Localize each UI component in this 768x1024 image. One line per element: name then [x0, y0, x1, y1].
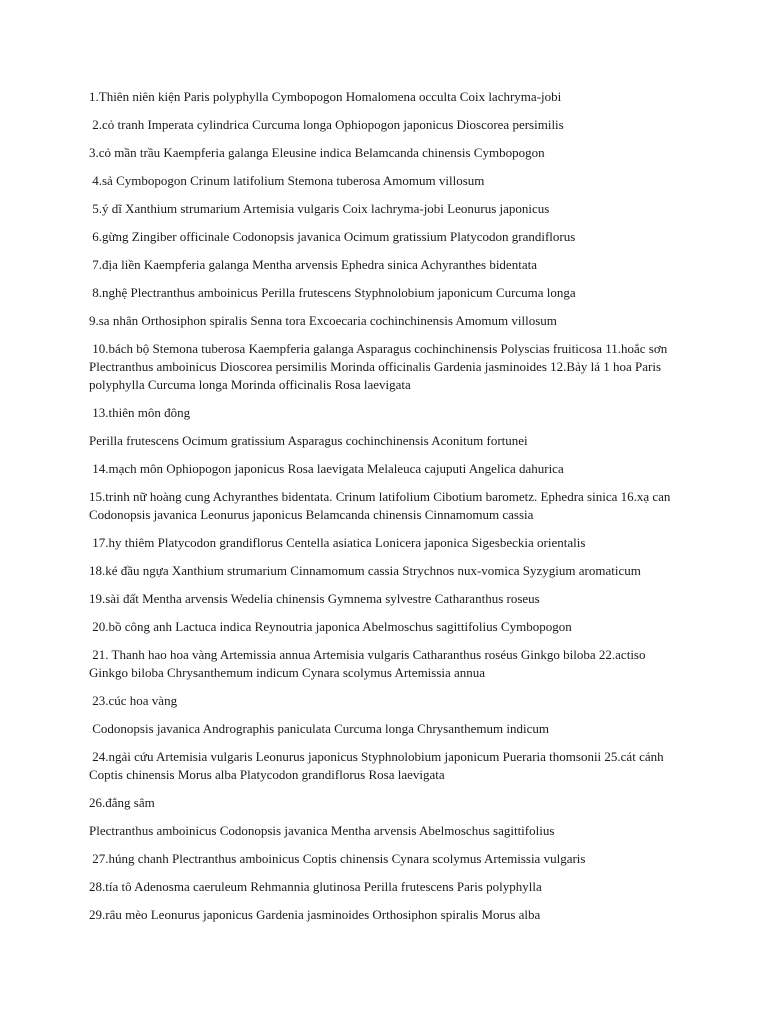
paragraph-21: Codonopsis javanica Andrographis paniculata Curcuma longa Chrysanthemum indicum: [89, 721, 549, 736]
paragraph-5: 5.ý dĩ Xanthium strumarium Artemisia vulgaris Coix lachryma-jobi Leonurus japonicus: [89, 201, 550, 216]
paragraph-17: 19.sài đất Mentha arvensis Wedelia chinensis Gymnema sylvestre Catharanthus roseus: [89, 591, 540, 606]
paragraph-3: 3.cỏ mần trầu Kaempferia galanga Eleusine indica Belamcanda chinensis Cymbopogon: [89, 145, 545, 160]
paragraph-11: 13.thiên môn đông: [89, 405, 191, 420]
paragraph-15: 17.hy thiêm Platycodon grandiflorus Centella asiatica Lonicera japonica Sigesbeckia orientalis: [89, 535, 586, 550]
paragraph-7: 7.địa liền Kaempferia galanga Mentha arvensis Ephedra sinica Achyranthes bidentata: [89, 257, 537, 272]
paragraph-9: 9.sa nhân Orthosiphon spiralis Senna tora Excoecaria cochinchinensis Amomum villosum: [89, 313, 557, 328]
paragraph-4: 4.sả Cymbopogon Crinum latifolium Stemona tuberosa Amomum villosum: [89, 173, 485, 188]
paragraph-26: 28.tía tô Adenosma caeruleum Rehmannia glutinosa Perilla frutescens Paris polyphylla: [89, 879, 542, 894]
paragraph-19: 21. Thanh hao hoa vàng Artemissia annua Artemisia vulgaris Catharanthus roséus Ginkgo biloba 22.actiso Ginkgo biloba Chrysanthemum indicum Cynara scolymus Artemissia annua: [89, 647, 649, 680]
paragraph-20: 23.cúc hoa vàng: [89, 693, 178, 708]
paragraph-18: 20.bồ công anh Lactuca indica Reynoutria japonica Abelmoschus sagittifolius Cymbopogon: [89, 619, 572, 634]
paragraph-2: 2.cỏ tranh Imperata cylindrica Curcuma longa Ophiopogon japonicus Dioscorea persimilis: [89, 117, 564, 132]
paragraph-16: 18.ké đầu ngựa Xanthium strumarium Cinnamomum cassia Strychnos nux-vomica Syzygium aromaticum: [89, 563, 641, 578]
paragraph-14: 15.trinh nữ hoàng cung Achyranthes bidentata. Crinum latifolium Cibotium barometz. Ephedra sinica 16.xạ can Codonopsis javanica Leonurus japonicus Belamcanda chinensis Cinnamomum cassia: [89, 489, 674, 522]
paragraph-1: 1.Thiên niên kiện Paris polyphylla Cymbopogon Homalomena occulta Coix lachryma-jobi: [89, 89, 562, 104]
paragraph-10: 10.bách bộ Stemona tuberosa Kaempferia galanga Asparagus cochinchinensis Polyscias fruiticosa 11.hoắc sơn Plectranthus amboinicus Dioscorea persimilis Morinda officinalis Gardenia jasminoides 12.Bảy lá 1 hoa Paris polyphylla Curcuma longa Morinda officinalis Rosa laevigata: [89, 341, 671, 392]
paragraph-27: 29.râu mèo Leonurus japonicus Gardenia jasminoides Orthosiphon spiralis Morus alba: [89, 907, 541, 922]
paragraph-13: 14.mạch môn Ophiopogon japonicus Rosa laevigata Melaleuca cajuputi Angelica dahurica: [89, 461, 564, 476]
paragraph-24: Plectranthus amboinicus Codonopsis javanica Mentha arvensis Abelmoschus sagittifolius: [89, 823, 555, 838]
paragraph-12: Perilla frutescens Ocimum gratissium Asparagus cochinchinensis Aconitum fortunei: [89, 433, 528, 448]
paragraph-22: 24.ngải cứu Artemisia vulgaris Leonurus japonicus Styphnolobium japonicum Pueraria thomsonii 25.cát cánh Coptis chinensis Morus alba Platycodon grandiflorus Rosa laevigata: [89, 749, 667, 782]
paragraph-25: 27.húng chanh Plectranthus amboinicus Coptis chinensis Cynara scolymus Artemissia vulgaris: [89, 851, 586, 866]
paragraph-23: 26.đẳng sâm: [89, 795, 155, 810]
paragraph-6: 6.gừng Zingiber officinale Codonopsis javanica Ocimum gratissium Platycodon grandiflorus: [89, 229, 576, 244]
paragraph-8: 8.nghệ Plectranthus amboinicus Perilla frutescens Styphnolobium japonicum Curcuma longa: [89, 285, 576, 300]
